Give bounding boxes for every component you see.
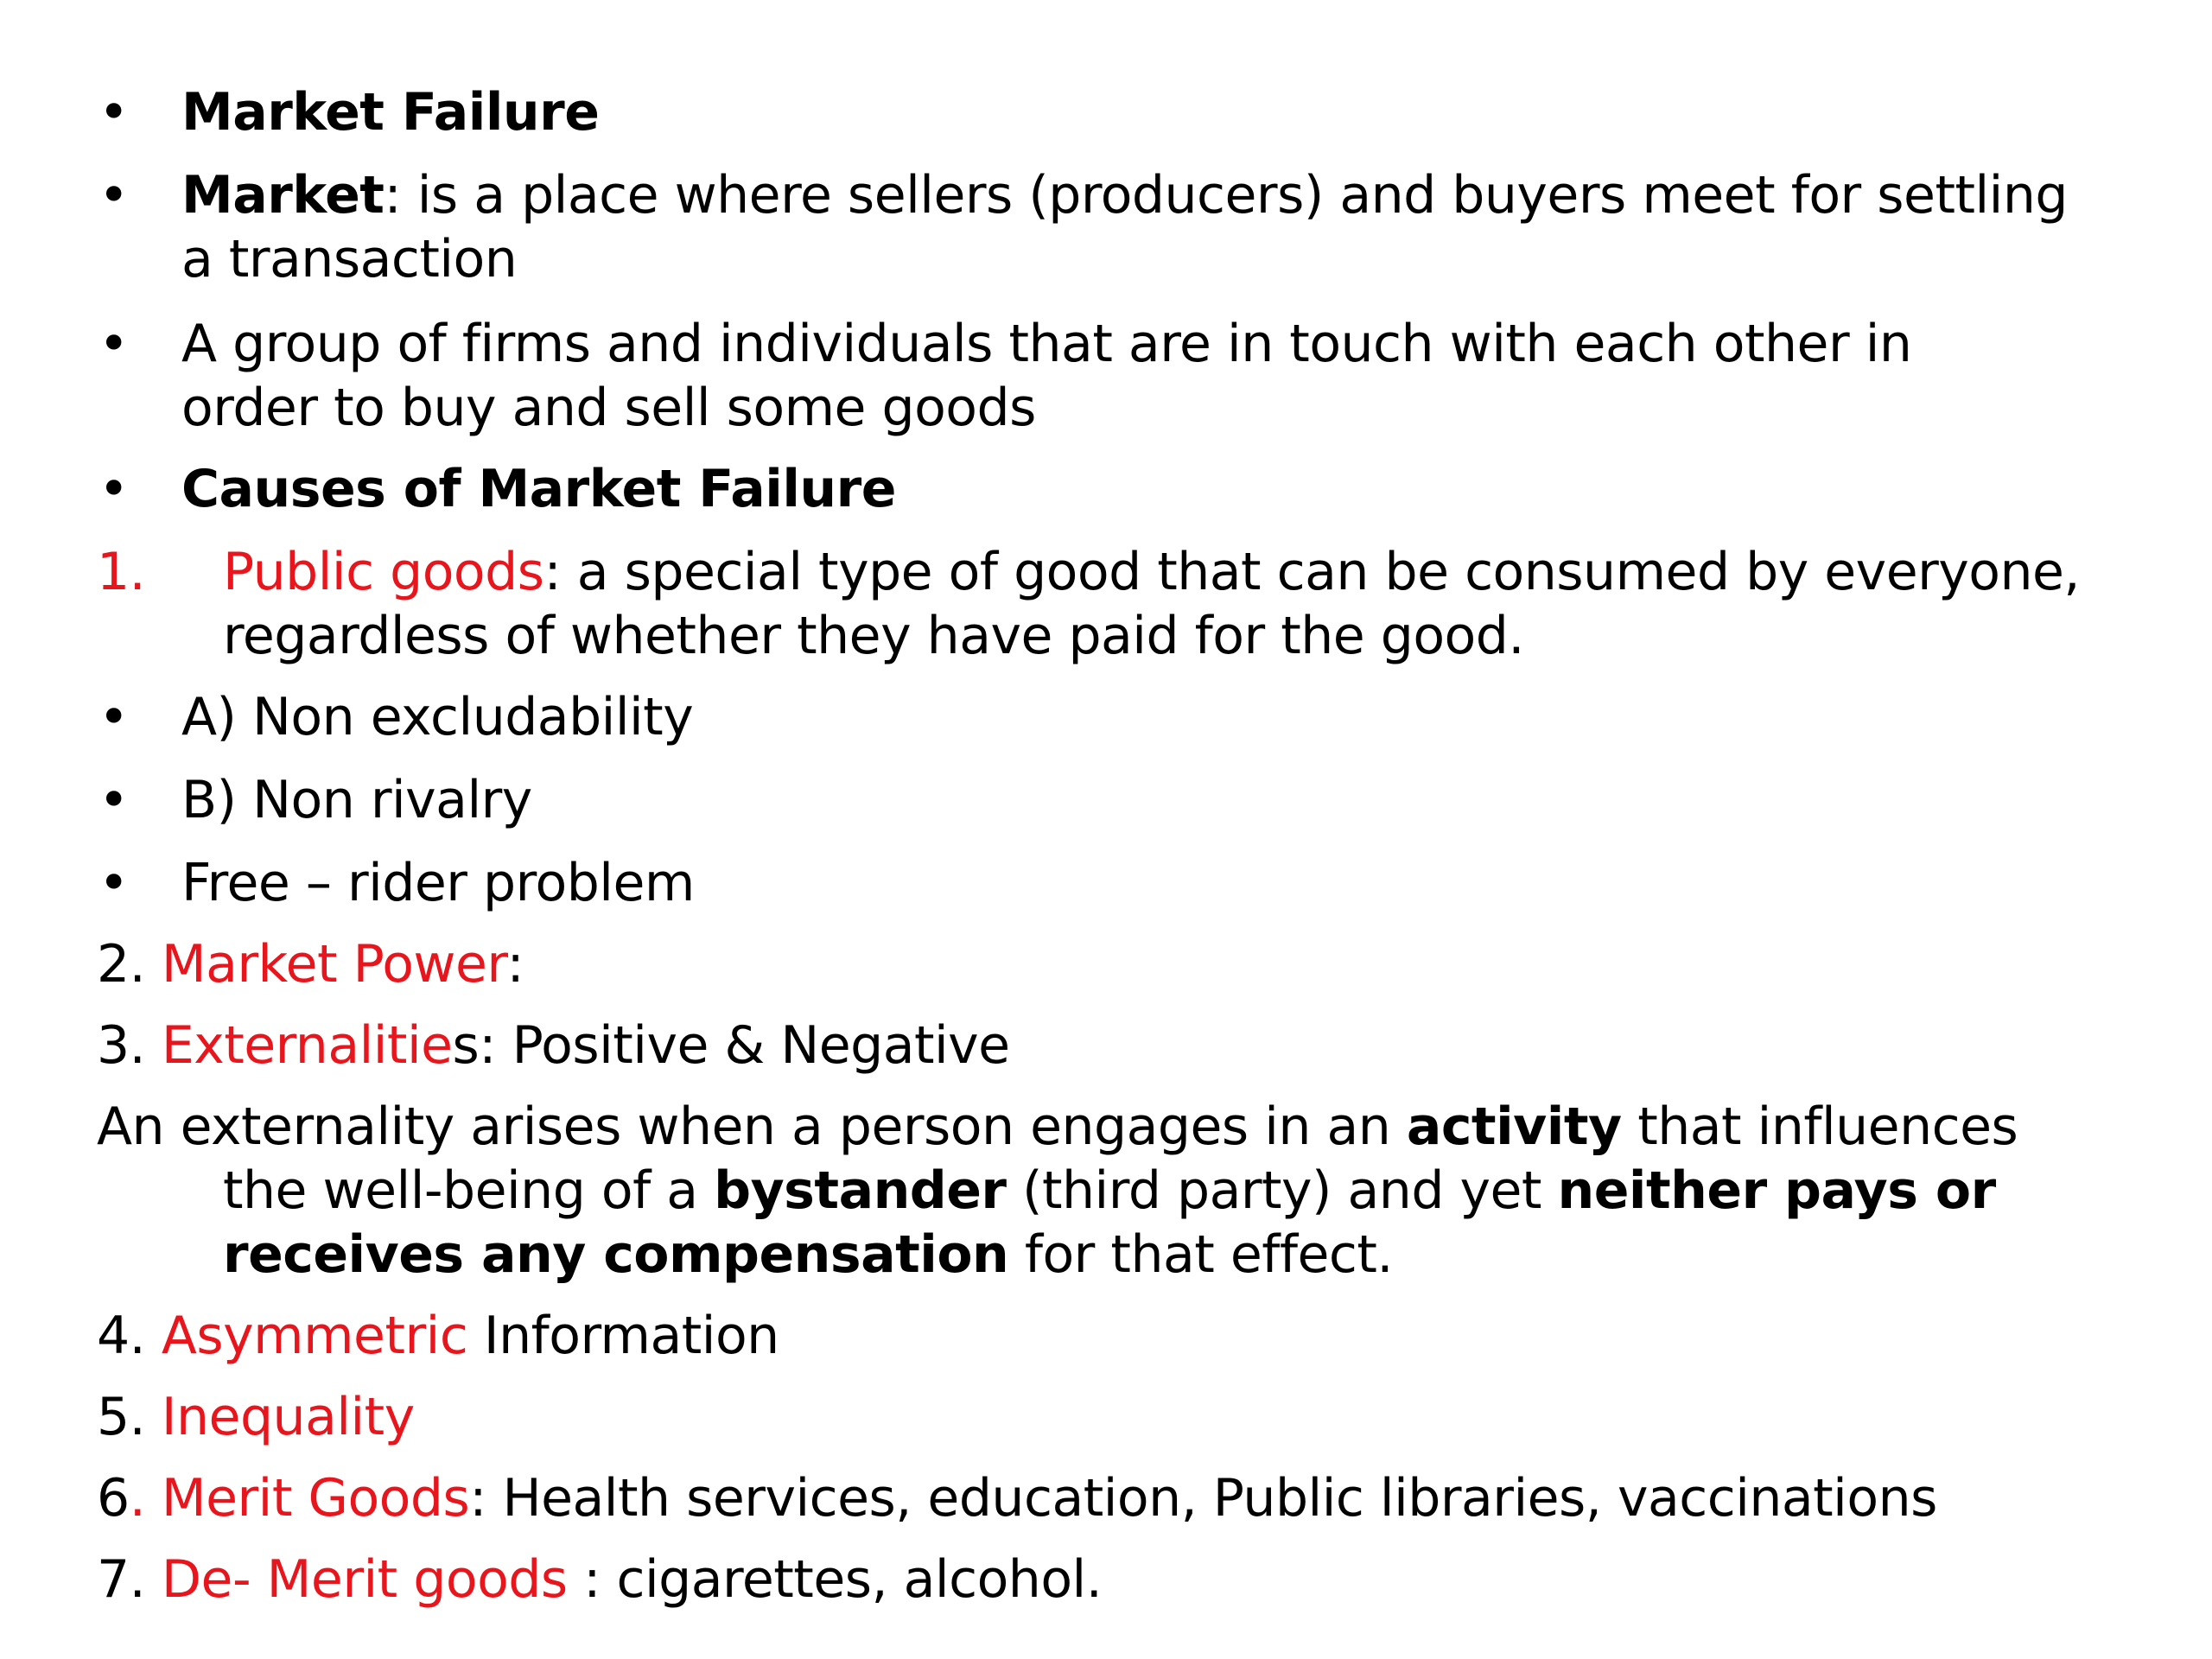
bullet-dot-icon: • bbox=[99, 82, 129, 143]
cause-7-rest: : cigarettes, alcohol. bbox=[583, 1549, 1103, 1610]
cause-4-marker: 4. bbox=[97, 1306, 162, 1366]
cause-7-text bbox=[97, 1547, 1102, 1612]
cause-1-cont-text: regardless of whether they have paid for the good. bbox=[223, 606, 1524, 666]
cause-6-text bbox=[97, 1465, 1937, 1531]
cause-1-text bbox=[223, 539, 2080, 605]
ext-text-1: An externality arises when a person engages in an bbox=[97, 1096, 1407, 1157]
cause-2-text bbox=[97, 931, 524, 997]
cause-2-marker: 2. bbox=[97, 934, 162, 995]
market-group-cont-text: order to buy and sell some goods bbox=[181, 378, 1036, 438]
term-externalities: Externalitie bbox=[161, 1015, 453, 1076]
cause-7-marker: 7. bbox=[97, 1549, 162, 1610]
ext-text-3: the well-being of a bbox=[223, 1160, 715, 1221]
bullet-dot-icon: • bbox=[99, 770, 129, 830]
heading-causes: Causes of Market Failure bbox=[181, 459, 896, 519]
bullet-dot-icon: • bbox=[99, 165, 129, 226]
public-goods-definition: : a special type of good that can be consumed by everyone, bbox=[543, 542, 2081, 602]
market-definition-text bbox=[181, 162, 2068, 228]
externality-line-1-text bbox=[97, 1094, 2018, 1160]
cause-5-marker: 5. bbox=[97, 1387, 162, 1447]
cause-3-marker: 3. bbox=[97, 1015, 162, 1076]
market-definition-rest: : is a place where sellers (producers) and buyers meet for settling bbox=[384, 165, 2068, 226]
bullet-dot-icon: • bbox=[99, 459, 129, 519]
externality-line-3-text bbox=[223, 1222, 1393, 1287]
cause-2-rest: : bbox=[506, 934, 524, 995]
cause-6-marker: 6 bbox=[97, 1468, 130, 1529]
bullet-dot-icon: • bbox=[99, 687, 129, 747]
term-market: Market bbox=[181, 165, 385, 226]
ext-text-5: for that effect. bbox=[1008, 1224, 1394, 1285]
market-group-text: A group of firms and individuals that are in touch with each other in bbox=[181, 314, 1912, 374]
non-excludability-text: A) Non excludability bbox=[181, 687, 694, 747]
term-merit-goods: . Merit Goods bbox=[129, 1468, 470, 1529]
cause-6-rest: : Health services, education, Public libraries, vaccinations bbox=[469, 1468, 1937, 1529]
ext-bold-bystander: bystander bbox=[714, 1160, 1007, 1221]
ext-text-4: (third party) and yet bbox=[1006, 1160, 1558, 1221]
cause-4-rest: Information bbox=[467, 1306, 779, 1366]
term-asymmetric: Asymmetric bbox=[161, 1306, 468, 1366]
bullet-dot-icon: • bbox=[99, 853, 129, 913]
term-market-power: Market Power bbox=[161, 934, 507, 995]
ext-bold-activity: activity bbox=[1406, 1096, 1622, 1157]
cause-1-marker: 1. bbox=[97, 542, 146, 602]
externality-line-2-text bbox=[223, 1158, 1996, 1224]
heading-market-failure: Market Failure bbox=[181, 82, 600, 143]
cause-5-text bbox=[97, 1384, 415, 1450]
ext-bold-neither-pays: neither pays or bbox=[1557, 1160, 1996, 1221]
non-rivalry-text: B) Non rivalry bbox=[181, 770, 532, 830]
term-inequality: Inequality bbox=[161, 1387, 415, 1447]
bullet-dot-icon: • bbox=[99, 314, 129, 374]
term-demerit-goods: De- Merit goods bbox=[161, 1549, 584, 1610]
cause-4-text bbox=[97, 1303, 779, 1369]
cause-3-text bbox=[97, 1013, 1010, 1078]
cause-3-rest: s: Positive & Negative bbox=[452, 1015, 1010, 1076]
ext-text-2: that influences bbox=[1621, 1096, 2018, 1157]
ext-bold-compensation: receives any compensation bbox=[223, 1224, 1009, 1285]
free-rider-text: Free – rider problem bbox=[181, 853, 695, 913]
market-definition-cont-text: a transaction bbox=[181, 229, 518, 289]
term-public-goods: Public goods bbox=[223, 542, 544, 602]
